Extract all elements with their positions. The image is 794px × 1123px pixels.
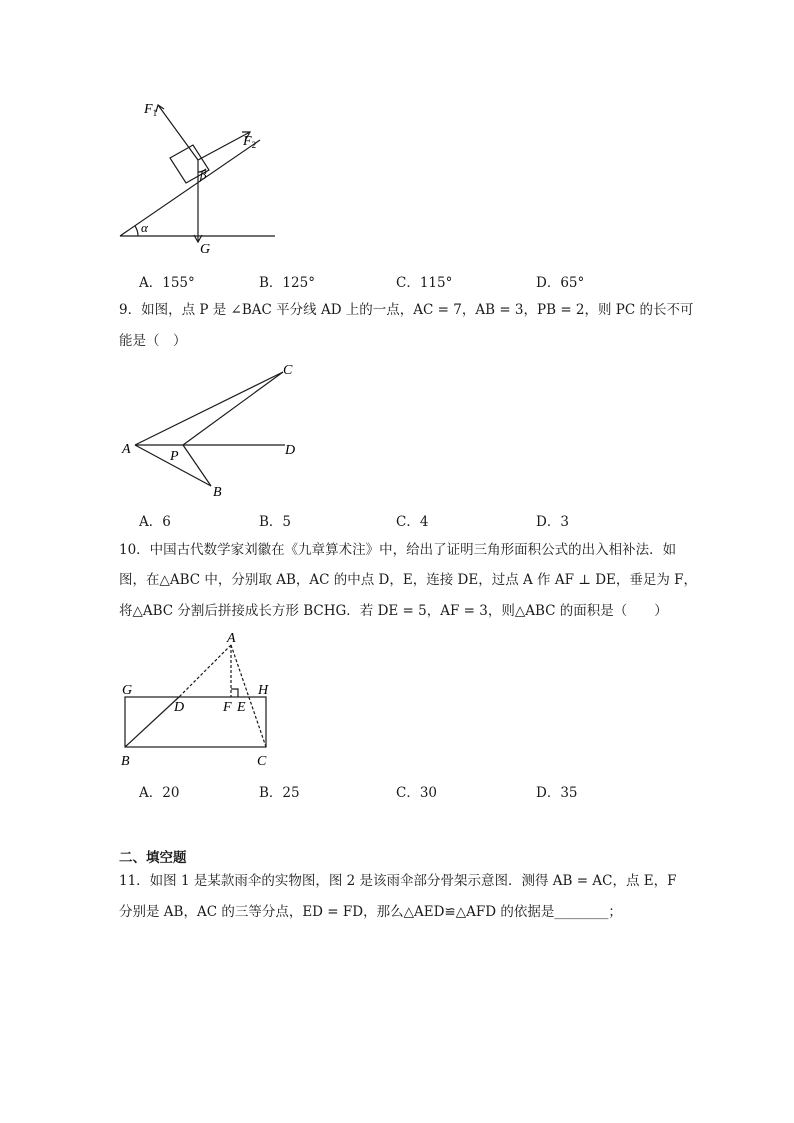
label-e: E bbox=[237, 700, 246, 715]
label-b: B bbox=[121, 754, 130, 768]
label-beta: β bbox=[200, 167, 207, 182]
q9-option-d[interactable]: D．3 bbox=[536, 514, 569, 530]
q10-stem-line3: 将△ABC 分割后拼接成长方形 BCHG．若 DE = 5，AF = 3，则△ABC 的面积是（ ） bbox=[119, 603, 668, 619]
label-h: H bbox=[258, 683, 269, 698]
q10-stem-line1: 10．中国古代数学家刘徽在《九章算术注》中，给出了证明三角形面积公式的出入相补法．如 bbox=[119, 542, 677, 558]
label-g: G bbox=[122, 683, 133, 698]
q10-option-a[interactable]: A．20 bbox=[139, 785, 180, 801]
q8-option-a[interactable]: A．155° bbox=[139, 275, 195, 291]
right-angle-mark bbox=[231, 689, 238, 697]
q10-figure bbox=[115, 628, 280, 768]
label-f1: $F_1$ bbox=[144, 102, 158, 118]
section-title: 二、填空题 bbox=[119, 850, 187, 866]
label-d: D bbox=[174, 700, 185, 715]
q9-stem-line2: 能是（ ） bbox=[119, 333, 187, 349]
q9-option-a[interactable]: A．6 bbox=[139, 514, 171, 530]
q8-option-b[interactable]: B．125° bbox=[259, 275, 315, 291]
label-c: C bbox=[257, 754, 267, 768]
alpha-arc bbox=[135, 226, 138, 236]
q9-option-b[interactable]: B．5 bbox=[259, 514, 292, 530]
label-g: G bbox=[200, 242, 211, 257]
label-b: B bbox=[213, 485, 222, 500]
label-p: P bbox=[170, 449, 179, 464]
q8-figure bbox=[110, 95, 290, 260]
q11-stem-line1: 11．如图 1 是某款雨伞的实物图，图 2 是该雨伞部分骨架示意图．测得 AB = AC，点 E，F bbox=[119, 873, 677, 889]
force-f1 bbox=[158, 105, 198, 160]
label-f2: $F_2$ bbox=[243, 134, 257, 150]
label-a: A bbox=[122, 442, 131, 457]
label-d: D bbox=[285, 443, 296, 458]
q8-option-d[interactable]: D．65° bbox=[536, 275, 585, 291]
label-f: F bbox=[223, 700, 232, 715]
q11-stem-line2: 分别是 AB，AC 的三等分点，ED = FD，那么△AED≌△AFD 的依据是________； bbox=[119, 904, 622, 920]
label-a: A bbox=[227, 631, 236, 646]
q10-option-b[interactable]: B．25 bbox=[259, 785, 300, 801]
q10-stem-line2: 图，在△ABC 中，分别取 AB，AC 的中点 D，E，连接 DE，过点 A 作 AF ⊥ DE，垂足为 F， bbox=[119, 572, 698, 588]
q9-figure bbox=[115, 358, 315, 503]
q9-option-c[interactable]: C．4 bbox=[396, 514, 429, 530]
q10-option-c[interactable]: C．30 bbox=[396, 785, 438, 801]
label-alpha: α bbox=[141, 220, 148, 235]
q9-stem-line1: 9．如图，点 P 是 ∠BAC 平分线 AD 上的一点，AC = 7，AB = 3，PB = 2，则 PC 的长不可 bbox=[119, 302, 694, 318]
label-c: C bbox=[283, 363, 293, 378]
q8-option-c[interactable]: C．115° bbox=[396, 275, 453, 291]
q10-option-d[interactable]: D．35 bbox=[536, 785, 578, 801]
